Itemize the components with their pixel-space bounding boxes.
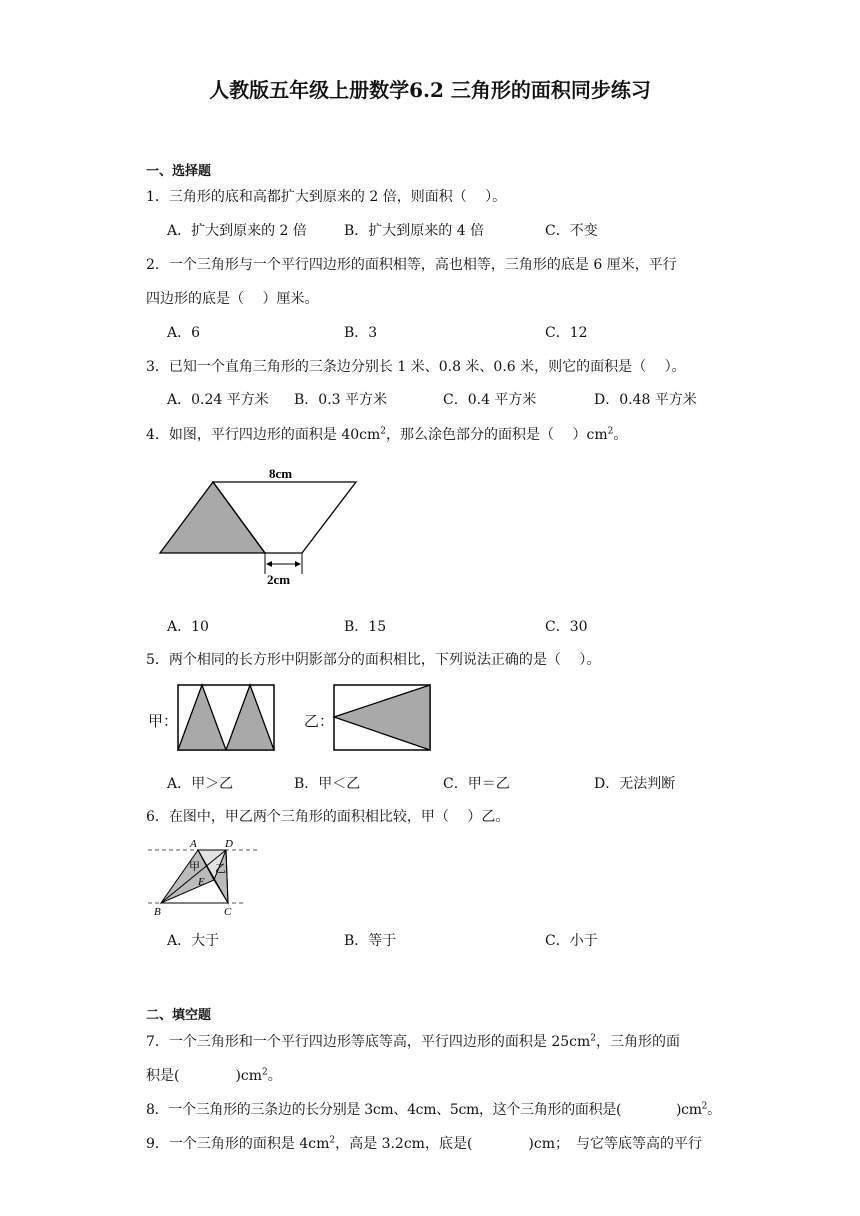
- question-2-option-a: A．6: [167, 325, 201, 341]
- svg-text:D: D: [225, 838, 233, 850]
- question-1-option-c: C．不变: [545, 223, 598, 239]
- section-heading-fill: 二、填空题: [146, 1008, 212, 1023]
- question-9-stem: 9．一个三角形的面积是 $4cm^2$，高是 3.2cm，底是( )cm； 与它等底等高的平行: [146, 1135, 702, 1152]
- question-4-option-c: C．30: [545, 619, 588, 635]
- question-6-option-c: C．小于: [545, 933, 598, 949]
- question-7-stem-line2: 积是( )$cm^2$。: [146, 1067, 282, 1084]
- shaded-triangle: [160, 482, 265, 553]
- question-6-stem: 6．在图中，甲乙两个三角形的面积相比较，甲（ ）乙。: [146, 809, 510, 825]
- svg-text:甲: 甲: [189, 861, 200, 873]
- label-yi: 乙：: [304, 712, 335, 730]
- question-5-stem: 5．两个相同的长方形中阴影部分的面积相比，下列说法正确的是（ ）。: [146, 652, 601, 668]
- label-8cm: 8cm: [269, 466, 293, 481]
- question-3-option-a: A．0.24 平方米: [167, 392, 269, 408]
- question-3-option-b: B．0.3 平方米: [294, 392, 388, 408]
- question-2-stem-line1: 2．一个三角形与一个平行四边形的面积相等，高也相等，三角形的底是 6 厘米，平行: [146, 257, 677, 273]
- section-heading-choice: 一、选择题: [146, 164, 212, 179]
- question-5-option-b: B．甲＜乙: [294, 776, 361, 792]
- question-5-option-a: A．甲＞乙: [167, 776, 234, 792]
- question-1-option-b: B．扩大到原来的 4 倍: [344, 223, 485, 239]
- question-8-stem: 8．一个三角形的三条边的长分别是 3cm、4cm、5cm，这个三角形的面积是( )$cm^2$。: [146, 1101, 721, 1118]
- svg-text:B: B: [154, 906, 161, 918]
- question-6-option-b: B．等于: [344, 933, 397, 949]
- question-5-figure-yi: [332, 683, 432, 753]
- question-1-option-a: A．扩大到原来的 2 倍: [167, 223, 307, 239]
- page-title: 人教版五年级上册数学6.2 三角形的面积同步练习: [209, 78, 651, 102]
- question-4-figure: [150, 458, 380, 588]
- question-7-stem-line1: 7．一个三角形和一个平行四边形等底等高，平行四边形的面积是 $25cm^2$，三角形的面: [146, 1033, 681, 1050]
- svg-text:乙: 乙: [215, 863, 226, 875]
- question-4-option-b: B．15: [344, 619, 387, 635]
- question-4-option-a: A．10: [167, 619, 209, 635]
- label-jia: 甲：: [148, 712, 179, 730]
- label-2cm: 2cm: [267, 572, 291, 587]
- question-5-option-c: C．甲＝乙: [443, 776, 510, 792]
- question-6-figure: [146, 834, 266, 920]
- question-6-option-a: A．大于: [167, 933, 220, 949]
- svg-text:C: C: [224, 906, 232, 918]
- question-4-stem: 4．如图，平行四边形的面积是 $40cm^2$，那么涂色部分的面积是（ ）$cm^2$。: [146, 426, 628, 443]
- question-5-option-d: D．无法判断: [594, 776, 676, 792]
- question-2-stem-line2: 四边形的底是（ ）厘米。: [146, 291, 319, 307]
- question-3-option-d: D．0.48 平方米: [594, 392, 697, 408]
- question-3-option-c: C．0.4 平方米: [443, 392, 537, 408]
- question-3-stem: 3．已知一个直角三角形的三条边分别长 1 米、0.8 米、0.6 米，则它的面积是（ ）。: [146, 359, 686, 375]
- svg-text:A: A: [190, 838, 197, 850]
- question-2-option-c: C．12: [545, 325, 588, 341]
- question-1-stem: 1．三角形的底和高都扩大到原来的 2 倍，则面积（ ）。: [146, 189, 507, 205]
- question-2-option-b: B．3: [344, 325, 378, 341]
- svg-text:E: E: [198, 876, 205, 888]
- question-5-figure-jia: [176, 683, 276, 753]
